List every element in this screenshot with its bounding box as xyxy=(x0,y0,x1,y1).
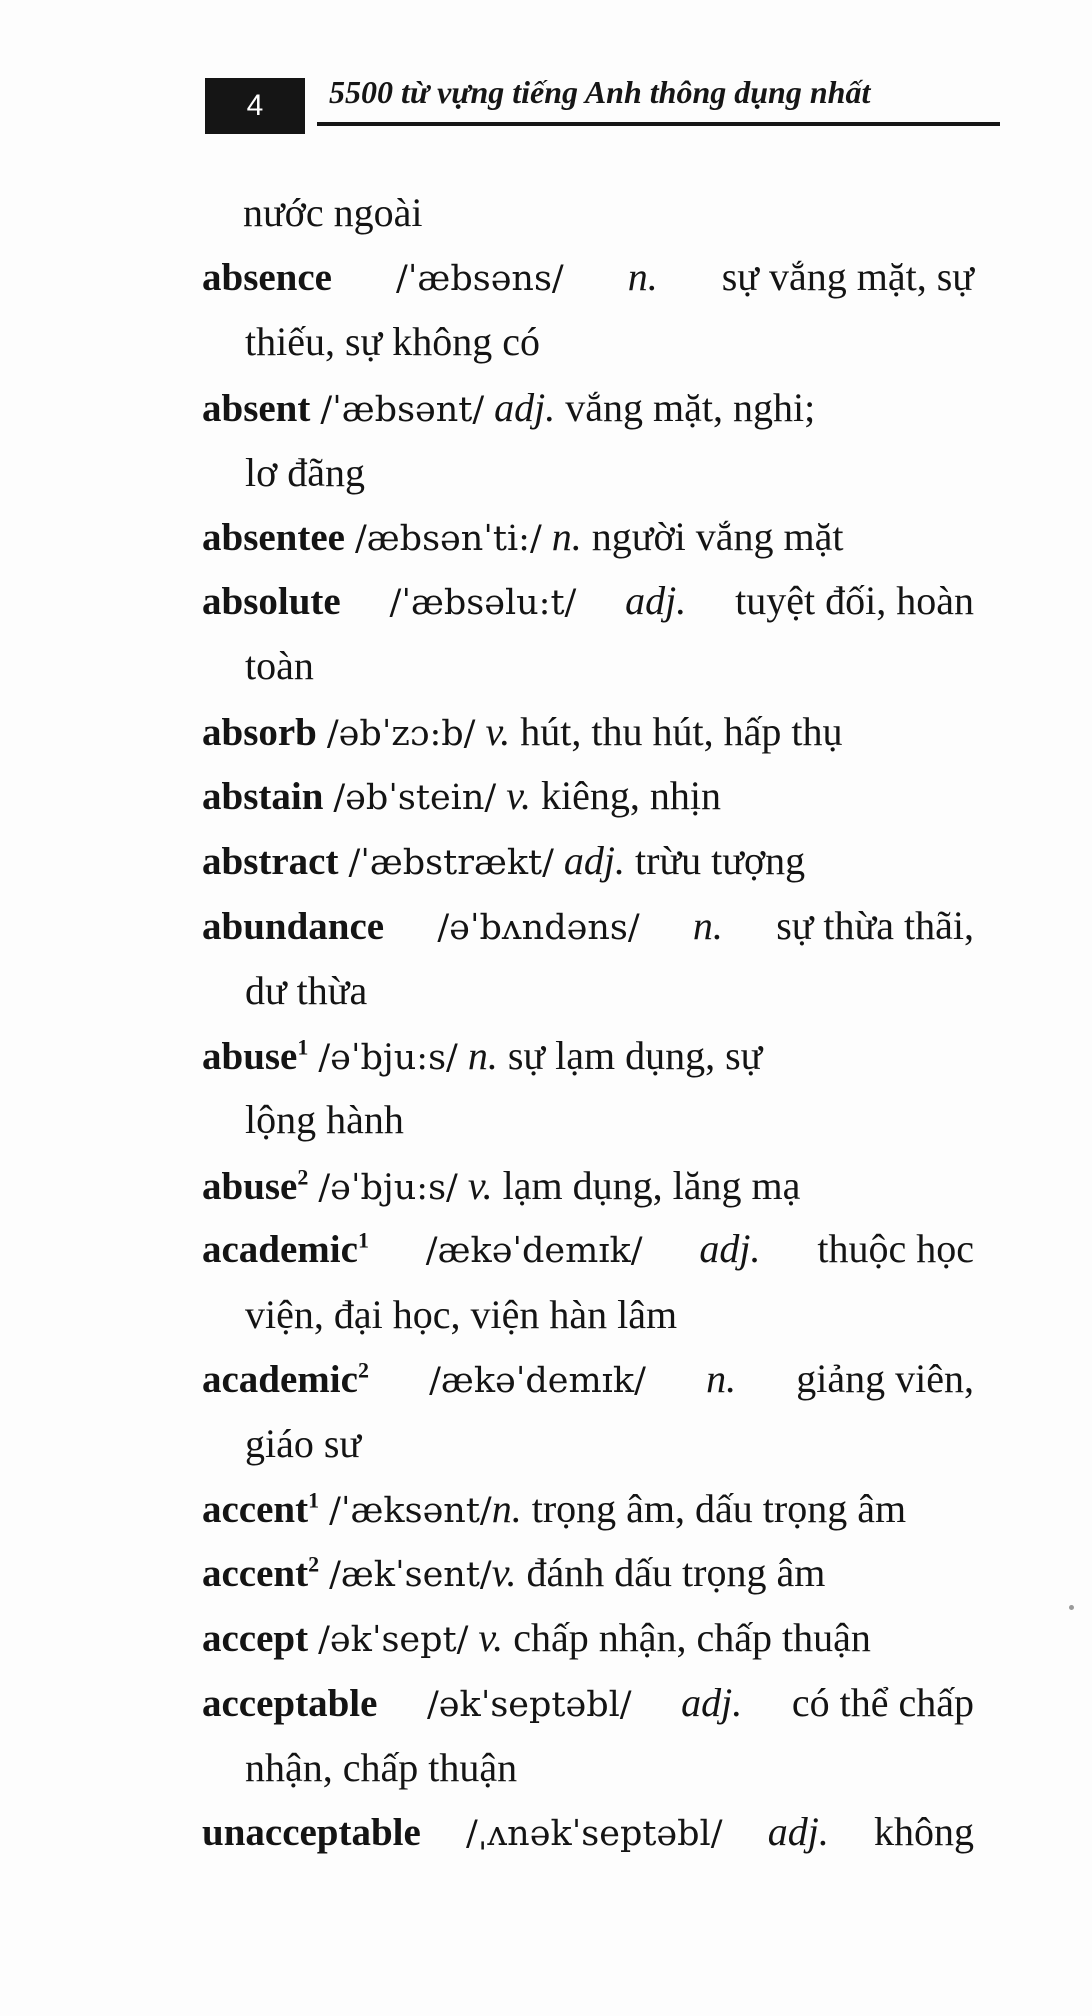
pronunciation: /əˈbju:s/ xyxy=(318,1168,458,1208)
headword: acceptable xyxy=(202,1682,378,1725)
headword: accept xyxy=(202,1617,309,1660)
sense-number: 2 xyxy=(357,1357,369,1383)
definition: người vắng mặt xyxy=(591,514,844,559)
definition: thuộc học xyxy=(817,1226,974,1271)
headword: absence xyxy=(202,256,332,299)
definition: trừu tượng xyxy=(635,838,806,883)
headword: absent xyxy=(202,387,311,430)
part-of-speech: v. xyxy=(506,773,531,818)
part-of-speech: n. xyxy=(692,903,723,948)
headword: abstract xyxy=(202,840,339,883)
headword: accent xyxy=(202,1552,309,1595)
definition: sự vắng mặt, sự xyxy=(721,254,974,299)
page-number: 4 xyxy=(246,89,264,122)
entry-absolute-continuation xyxy=(245,640,314,692)
sense-number: 1 xyxy=(308,1487,320,1513)
entry-acceptable xyxy=(202,1677,974,1731)
pronunciation: /əbˈstein/ xyxy=(333,778,497,818)
pronunciation: /ækəˈdemɪk/ xyxy=(429,1361,646,1401)
pronunciation: /əbˈzɔ:b/ xyxy=(326,714,476,754)
continuation-text: nước ngoài xyxy=(243,190,423,235)
definition: giảng viên, xyxy=(796,1356,974,1401)
pronunciation: /ˈæbsəlu:t/ xyxy=(389,583,577,623)
entry-abundance-continuation xyxy=(245,965,367,1017)
headword: absorb xyxy=(202,711,317,754)
definition: kiêng, nhịn xyxy=(541,773,721,818)
part-of-speech: n. xyxy=(491,1486,522,1531)
definition: lạm dụng, lăng mạ xyxy=(502,1163,801,1208)
definition-continued: dư thừa xyxy=(245,968,368,1013)
entry-abuse-1-continuation xyxy=(245,1094,404,1146)
page-number-box xyxy=(205,78,305,134)
pronunciation: /ækˈsent/ xyxy=(329,1555,492,1595)
part-of-speech: n. xyxy=(467,1033,498,1078)
part-of-speech: adj. xyxy=(767,1809,829,1854)
part-of-speech: v. xyxy=(491,1550,517,1595)
entry-abuse-2 xyxy=(202,1160,800,1214)
definition-continued: giáo sư xyxy=(245,1421,362,1466)
definition: đánh dấu trọng âm xyxy=(526,1550,826,1595)
headword: academic xyxy=(202,1358,358,1401)
entry-academic-2 xyxy=(202,1353,974,1407)
entry-accept xyxy=(202,1612,871,1666)
part-of-speech: n. xyxy=(706,1356,737,1401)
entry-absence-continuation xyxy=(245,316,540,368)
pronunciation: /ˈæksənt/ xyxy=(329,1491,492,1531)
pronunciation: /əˈbʌndəns/ xyxy=(437,908,640,948)
pronunciation: /ækəˈdemɪk/ xyxy=(425,1231,643,1271)
entry-accent-2 xyxy=(202,1547,825,1601)
entry-accent-1 xyxy=(202,1483,906,1537)
definition-continued: thiếu, sự không có xyxy=(245,319,540,364)
definition: sự thừa thãi, xyxy=(776,903,974,948)
pronunciation: /ˌʌnəkˈseptəbl/ xyxy=(466,1814,723,1854)
headword: abundance xyxy=(202,905,385,948)
running-title: 5500 từ vựng tiếng Anh thông dụng nhất xyxy=(329,74,871,110)
definition: vắng mặt, nghi; xyxy=(565,385,816,430)
part-of-speech: v. xyxy=(478,1615,504,1660)
pronunciation: /æbsənˈti:/ xyxy=(354,519,542,559)
definition: hút, thu hút, hấp thụ xyxy=(520,709,843,754)
pronunciation: /ˈæbsəns/ xyxy=(396,259,564,299)
headword: accent xyxy=(202,1488,309,1531)
entry-abstain xyxy=(202,770,721,824)
pronunciation: /ˈæbstrækt/ xyxy=(348,843,554,883)
entry-academic-1 xyxy=(202,1223,974,1277)
scan-speck xyxy=(1069,1605,1074,1610)
part-of-speech: adj. xyxy=(494,385,556,430)
entry-abstract xyxy=(202,835,805,889)
entry-absorb xyxy=(202,706,842,760)
headword: unacceptable xyxy=(202,1811,421,1854)
pronunciation: /əkˈsept/ xyxy=(318,1620,469,1660)
entry-absent xyxy=(202,382,815,436)
sense-number: 1 xyxy=(357,1227,369,1253)
page-header xyxy=(205,74,1000,134)
pronunciation: /əˈbju:s/ xyxy=(318,1038,458,1078)
sense-number: 1 xyxy=(297,1034,309,1060)
headword: abuse xyxy=(202,1165,298,1208)
headword: academic xyxy=(202,1228,358,1271)
definition: có thể chấp xyxy=(791,1680,974,1725)
part-of-speech: adj. xyxy=(625,578,687,623)
entry-academic-2-continuation xyxy=(245,1418,361,1470)
pronunciation: /ˈæbsənt/ xyxy=(320,390,485,430)
part-of-speech: v. xyxy=(485,709,511,754)
definition: trọng âm, dấu trọng âm xyxy=(531,1486,907,1531)
continuation-line xyxy=(243,187,422,239)
entry-acceptable-continuation xyxy=(245,1742,517,1794)
entry-abundance xyxy=(202,900,974,954)
definition: chấp nhận, chấp thuận xyxy=(513,1615,871,1660)
headword: abuse xyxy=(202,1035,298,1078)
definition-continued: viện, đại học, viện hàn lâm xyxy=(245,1292,678,1337)
part-of-speech: adj. xyxy=(681,1680,743,1725)
entry-academic-1-continuation xyxy=(245,1289,677,1341)
headword: abstain xyxy=(202,775,324,818)
definition-continued: nhận, chấp thuận xyxy=(245,1745,518,1790)
part-of-speech: adj. xyxy=(699,1226,761,1271)
entry-absentee xyxy=(202,511,843,565)
entry-absent-continuation xyxy=(245,447,365,499)
sense-number: 2 xyxy=(297,1164,309,1190)
headword: absentee xyxy=(202,516,345,559)
definition: sự lạm dụng, sự xyxy=(507,1033,763,1078)
definition-continued: toàn xyxy=(245,643,314,688)
headword: absolute xyxy=(202,580,341,623)
header-rule xyxy=(317,122,1000,126)
definition: không xyxy=(874,1809,974,1854)
pronunciation: /əkˈseptəbl/ xyxy=(427,1685,632,1725)
part-of-speech: n. xyxy=(551,514,582,559)
definition-continued: lộng hành xyxy=(245,1097,404,1142)
part-of-speech: adj. xyxy=(563,838,626,883)
part-of-speech: n. xyxy=(627,254,658,299)
entry-absolute xyxy=(202,575,974,629)
sense-number: 2 xyxy=(308,1551,320,1577)
part-of-speech: v. xyxy=(467,1163,493,1208)
entry-abuse-1 xyxy=(202,1030,762,1084)
entry-unacceptable xyxy=(202,1806,974,1860)
entry-absence xyxy=(202,251,974,305)
definition-continued: lơ đãng xyxy=(245,450,366,495)
definition: tuyệt đối, hoàn xyxy=(735,578,974,623)
